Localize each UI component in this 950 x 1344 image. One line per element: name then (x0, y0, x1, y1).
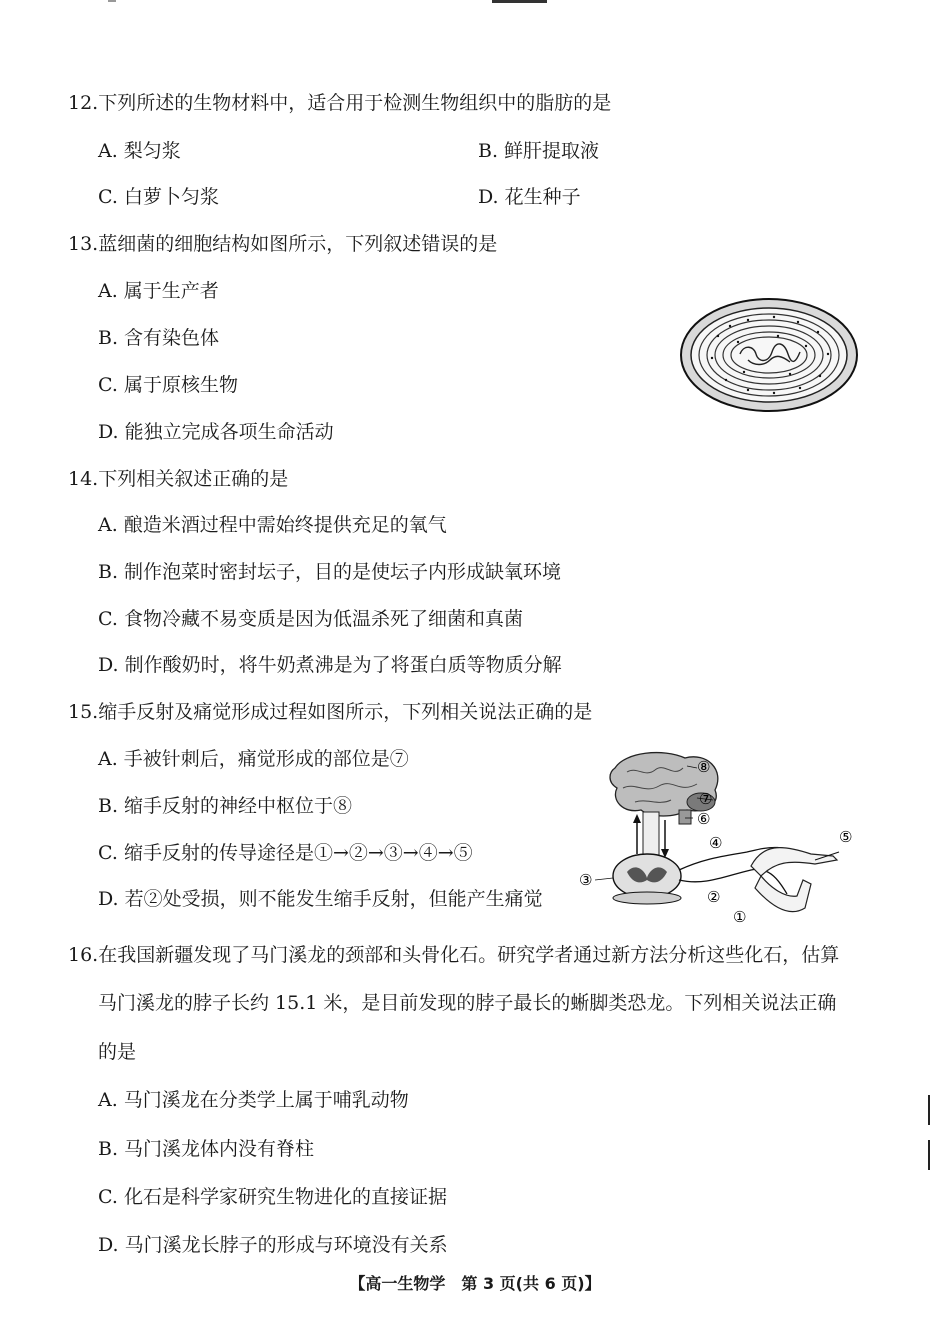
q15-option-d[interactable]: D. 若②处受损，则不能发生缩手反射，但能产生痛觉 (98, 888, 543, 910)
figure-label-3: ③ (579, 871, 593, 889)
figure-label-5: ⑤ (839, 828, 853, 846)
figure-label-7: ⑦ (699, 790, 713, 808)
q14-option-d[interactable]: D. 制作酸奶时，将牛奶煮沸是为了将蛋白质等物质分解 (98, 654, 562, 676)
reflex-arc-diagram (575, 748, 865, 928)
q13-stem: 13.蓝细菌的细胞结构如图所示，下列叙述错误的是 (68, 233, 498, 255)
binding-mark (928, 1095, 930, 1125)
q16-stem-line-3: 的是 (98, 1041, 137, 1063)
q12-option-b[interactable]: B. 鲜肝提取液 (478, 140, 600, 162)
q16-option-b[interactable]: B. 马门溪龙体内没有脊柱 (98, 1138, 315, 1160)
cyanobacteria-cell-diagram (678, 296, 860, 414)
q12-stem: 12.下列所述的生物材料中，适合用于检测生物组织中的脂肪的是 (68, 92, 612, 114)
q16-option-a[interactable]: A. 马门溪龙在分类学上属于哺乳动物 (98, 1089, 409, 1111)
q15-stem: 15.缩手反射及痛觉形成过程如图所示，下列相关说法正确的是 (68, 701, 593, 723)
q13-option-a[interactable]: A. 属于生产者 (98, 280, 219, 302)
q12-option-c[interactable]: C. 白萝卜匀浆 (98, 186, 219, 208)
q12-option-a[interactable]: A. 梨匀浆 (98, 140, 181, 162)
figure-label-1: ① (733, 908, 747, 926)
figure-label-6: ⑥ (697, 810, 711, 828)
binding-mark (928, 1140, 930, 1170)
figure-label-4: ④ (709, 834, 723, 852)
q16-stem-line-2: 马门溪龙的脖子长约 15.1 米，是目前发现的脖子最长的蜥脚类恐龙。下列相关说法正确 (98, 992, 837, 1014)
q14-option-c[interactable]: C. 食物冷藏不易变质是因为低温杀死了细菌和真菌 (98, 608, 523, 630)
top-edge-mark (492, 0, 547, 3)
spinal-cord-section (613, 854, 681, 898)
figure-label-8: ⑧ (697, 758, 711, 776)
q14-option-b[interactable]: B. 制作泡菜时密封坛子，目的是使坛子内形成缺氧环境 (98, 561, 562, 583)
page-footer: 【高一生物学 第 3 页(共 6 页)】 (349, 1274, 601, 1293)
q15-option-b[interactable]: B. 缩手反射的神经中枢位于⑧ (98, 795, 353, 817)
q16-option-c[interactable]: C. 化石是科学家研究生物进化的直接证据 (98, 1186, 447, 1208)
q16-option-d[interactable]: D. 马门溪龙长脖子的形成与环境没有关系 (98, 1234, 448, 1256)
q14-stem: 14.下列相关叙述正确的是 (68, 468, 289, 490)
q16-stem-line-1: 16.在我国新疆发现了马门溪龙的颈部和头骨化石。研究学者通过新方法分析这些化石，估算 (68, 944, 840, 966)
q15-option-a[interactable]: A. 手被针刺后，痛觉形成的部位是⑦ (98, 748, 409, 770)
q15-option-c[interactable]: C. 缩手反射的传导途径是①→②→③→④→⑤ (98, 842, 473, 864)
q12-option-d[interactable]: D. 花生种子 (478, 186, 581, 208)
q13-option-c[interactable]: C. 属于原核生物 (98, 374, 238, 396)
q13-option-b[interactable]: B. 含有染色体 (98, 327, 220, 349)
brain-stem-shape (679, 810, 691, 824)
figure-label-2: ② (707, 888, 721, 906)
q14-option-a[interactable]: A. 酿造米酒过程中需始终提供充足的氧气 (98, 514, 447, 536)
top-edge-mark (108, 0, 116, 2)
q13-option-d[interactable]: D. 能独立完成各项生命活动 (98, 421, 334, 443)
